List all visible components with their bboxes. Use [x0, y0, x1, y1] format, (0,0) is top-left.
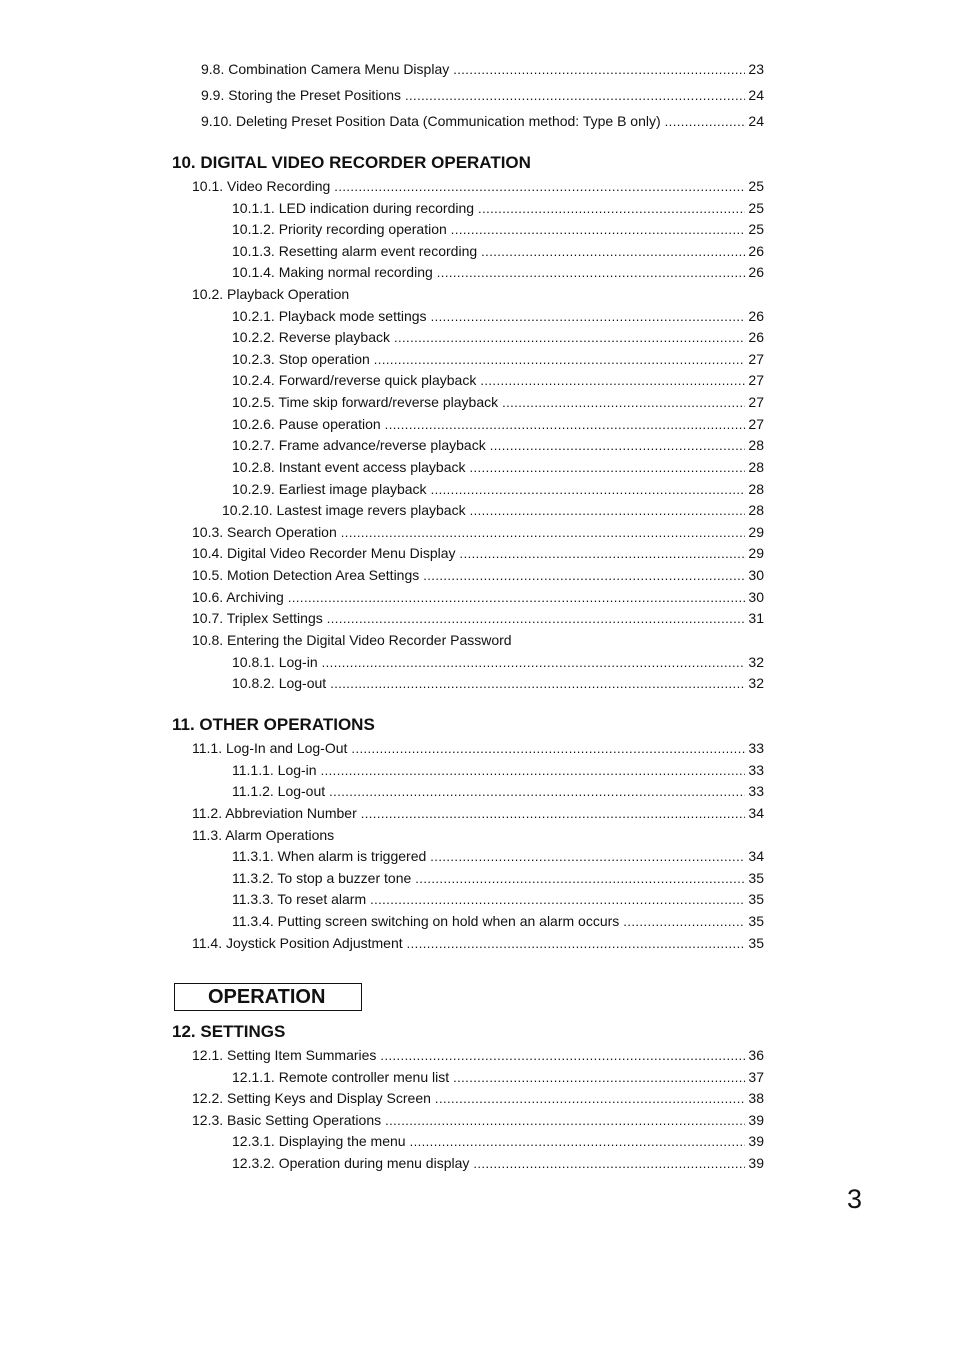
- toc-entry-page: 32: [748, 654, 764, 670]
- toc-entry-label: 11.1.1. Log-in: [232, 762, 317, 778]
- toc-entry-page: 33: [748, 783, 764, 799]
- toc-entry-page: 35: [748, 891, 764, 907]
- toc-entry-page: 28: [748, 502, 764, 518]
- toc-entry-10-2-4[interactable]: [232, 370, 764, 390]
- toc-entry-page: 39: [748, 1112, 764, 1128]
- dot-leader: [385, 414, 746, 435]
- toc-entry-10-1-4[interactable]: [232, 262, 764, 282]
- toc-entry-page: 31: [748, 610, 764, 626]
- dot-leader: [460, 543, 746, 564]
- toc-entry-10-5[interactable]: [192, 565, 764, 585]
- toc-entry-page: 36: [748, 1047, 764, 1063]
- toc-entry-page: 29: [748, 545, 764, 561]
- toc-entry-11-3-2[interactable]: [232, 868, 764, 888]
- toc-entry-12-1[interactable]: [192, 1045, 764, 1065]
- toc-entry-label: 12.3. Basic Setting Operations: [192, 1112, 382, 1128]
- toc-entry-label: 11.3.4. Putting screen switching on hold when an alarm occurs: [232, 913, 620, 929]
- toc-entry-10-1-3[interactable]: [232, 241, 764, 261]
- toc-entry-10-8-1[interactable]: [232, 652, 764, 672]
- toc-entry-10-6[interactable]: [192, 587, 764, 607]
- toc-entry-10-2-10[interactable]: [222, 500, 764, 520]
- toc-entry-page: 35: [748, 913, 764, 929]
- toc-entry-label: 9.9. Storing the Preset Positions: [201, 87, 401, 103]
- toc-entry-label: 10.8.2. Log-out: [232, 675, 327, 691]
- toc-entry-10-1[interactable]: [192, 176, 764, 196]
- toc-entry-label: 11.4. Joystick Position Adjustment: [192, 935, 403, 951]
- toc-entry-label: 10.7. Triplex Settings: [192, 610, 323, 626]
- toc-entry-page: 34: [748, 848, 764, 864]
- toc-entry-label: 10.1. Video Recording: [192, 178, 331, 194]
- toc-entry-page: 26: [748, 329, 764, 345]
- toc-entry-page: 25: [748, 178, 764, 194]
- toc-entry-page: 26: [748, 243, 764, 259]
- toc-entry-label: 10.2.2. Reverse playback: [232, 329, 390, 345]
- dot-leader: [322, 652, 746, 673]
- toc-entry-9-10[interactable]: [201, 111, 764, 131]
- toc-entry-10-2-6[interactable]: [232, 414, 764, 434]
- toc-entry-page: 33: [748, 762, 764, 778]
- dot-leader: [437, 262, 746, 283]
- toc-entry-page: 34: [748, 805, 764, 821]
- toc-entry-label: 10.6. Archiving: [192, 589, 284, 605]
- toc-entry-page: 38: [748, 1090, 764, 1106]
- toc-entry-11-3-4[interactable]: [232, 911, 764, 931]
- dot-leader: [330, 673, 745, 694]
- toc-entry-page: 28: [748, 459, 764, 475]
- toc-entry-10-2-5[interactable]: [232, 392, 764, 412]
- dot-leader: [490, 435, 746, 456]
- dot-leader: [502, 392, 745, 413]
- toc-entry-11-3[interactable]: 11.3. Alarm Operations: [192, 827, 335, 843]
- toc-entry-page: 30: [748, 567, 764, 583]
- toc-entry-page: 25: [748, 221, 764, 237]
- toc-entry-page: 32: [748, 675, 764, 691]
- dot-leader: [334, 176, 745, 197]
- toc-entry-label: 10.5. Motion Detection Area Settings: [192, 567, 420, 583]
- toc-entry-page: 23: [748, 61, 764, 77]
- toc-entry-label: 10.8.1. Log-in: [232, 654, 318, 670]
- toc-entry-page: 28: [748, 437, 764, 453]
- toc-entry-10-2-2[interactable]: [232, 327, 764, 347]
- dot-leader: [478, 198, 745, 219]
- dot-leader: [481, 241, 745, 262]
- toc-entry-label: 11.3.3. To reset alarm: [232, 891, 367, 907]
- dot-leader: [431, 479, 746, 500]
- toc-entry-page: 27: [748, 372, 764, 388]
- toc-entry-10-4[interactable]: [192, 543, 764, 563]
- toc-entry-label: 10.2.4. Forward/reverse quick playback: [232, 372, 477, 388]
- toc-entry-label: 10.1.4. Making normal recording: [232, 264, 433, 280]
- dot-leader: [435, 1088, 746, 1109]
- dot-leader: [351, 738, 745, 759]
- toc-entry-page: 25: [748, 200, 764, 216]
- dot-leader: [665, 111, 746, 132]
- dot-leader: [374, 349, 746, 370]
- dot-leader: [407, 933, 746, 954]
- toc-entry-page: 27: [748, 416, 764, 432]
- toc-entry-label: 12.3.2. Operation during menu display: [232, 1155, 470, 1171]
- dot-leader: [415, 868, 745, 889]
- toc-entry-page: 27: [748, 394, 764, 410]
- toc-entry-label: 11.3.2. To stop a buzzer tone: [232, 870, 412, 886]
- toc-entry-12-2[interactable]: [192, 1088, 764, 1108]
- toc-entry-10-2[interactable]: 10.2. Playback Operation: [192, 286, 350, 302]
- toc-entry-label: 11.1. Log-In and Log-Out: [192, 740, 348, 756]
- toc-entry-12-3[interactable]: [192, 1110, 764, 1130]
- toc-entry-label: 12.1. Setting Item Summaries: [192, 1047, 377, 1063]
- toc-entry-9-8[interactable]: [201, 59, 764, 79]
- toc-entry-12-3-2[interactable]: [232, 1153, 764, 1173]
- dot-leader: [423, 565, 745, 586]
- toc-entry-label: 10.2.6. Pause operation: [232, 416, 381, 432]
- toc-entry-10-3[interactable]: [192, 522, 764, 542]
- toc-entry-10-2-3[interactable]: [232, 349, 764, 369]
- toc-entry-10-1-1[interactable]: [232, 198, 764, 218]
- section-heading-11: 11. OTHER OPERATIONS: [172, 715, 375, 734]
- dot-leader: [473, 1153, 745, 1174]
- toc-entry-label: 10.2.8. Instant event access playback: [232, 459, 466, 475]
- toc-entry-10-7[interactable]: [192, 608, 764, 628]
- toc-entry-label: 12.3.1. Displaying the menu: [232, 1133, 406, 1149]
- toc-entry-label: 10.1.3. Resetting alarm event recording: [232, 243, 478, 259]
- toc-entry-label: 10.2.9. Earliest image playback: [232, 481, 427, 497]
- toc-entry-label: 9.10. Deleting Preset Position Data (Communication method: Type B only): [201, 113, 661, 129]
- toc-entry-label: 10.1.1. LED indication during recording: [232, 200, 475, 216]
- toc-entry-label: 10.2.1. Playback mode settings: [232, 308, 427, 324]
- toc-entry-label: 12.1.1. Remote controller menu list: [232, 1069, 450, 1085]
- toc-entry-10-8-2[interactable]: [232, 673, 764, 693]
- operation-heading: OPERATION: [174, 983, 362, 1011]
- toc-entry-page: 24: [748, 87, 764, 103]
- toc-entry-9-9[interactable]: [201, 85, 764, 105]
- page-number: 3: [847, 1184, 863, 1214]
- toc-entry-11-3-3[interactable]: [232, 889, 764, 909]
- toc-entry-page: 33: [748, 740, 764, 756]
- toc-entry-label: 10.2.7. Frame advance/reverse playback: [232, 437, 486, 453]
- toc-entry-label: 11.3.1. When alarm is triggered: [232, 848, 427, 864]
- toc-entry-page: 27: [748, 351, 764, 367]
- dot-leader: [288, 587, 746, 608]
- toc-entry-11-1-2[interactable]: [232, 781, 764, 801]
- toc-entry-12-3-1[interactable]: [232, 1131, 764, 1151]
- toc-entry-11-1-1[interactable]: [232, 760, 764, 780]
- dot-leader: [341, 522, 746, 543]
- dot-leader: [361, 803, 746, 824]
- toc-entry-page: 37: [748, 1069, 764, 1085]
- toc-entry-page: 39: [748, 1155, 764, 1171]
- toc-entry-page: 35: [748, 935, 764, 951]
- dot-leader: [453, 1067, 745, 1088]
- toc-entry-page: 35: [748, 870, 764, 886]
- dot-leader: [405, 85, 745, 106]
- dot-leader: [385, 1110, 745, 1131]
- dot-leader: [469, 457, 745, 478]
- toc-entry-10-2-8[interactable]: [232, 457, 764, 477]
- dot-leader: [329, 781, 745, 802]
- toc-entry-label: 11.2. Abbreviation Number: [192, 805, 357, 821]
- dot-leader: [410, 1131, 746, 1152]
- section-heading-10: 10. DIGITAL VIDEO RECORDER OPERATION: [172, 153, 531, 172]
- dot-leader: [470, 500, 746, 521]
- toc-entry-label: 10.2.3. Stop operation: [232, 351, 370, 367]
- toc-entry-11-2[interactable]: [192, 803, 764, 823]
- toc-entry-11-4[interactable]: [192, 933, 764, 953]
- dot-leader: [380, 1045, 745, 1066]
- toc-entry-label: 10.1.2. Priority recording operation: [232, 221, 447, 237]
- dot-leader: [321, 760, 746, 781]
- toc-entry-label: 12.2. Setting Keys and Display Screen: [192, 1090, 431, 1106]
- dot-leader: [623, 911, 745, 932]
- toc-entry-10-2-9[interactable]: [232, 479, 764, 499]
- dot-leader: [451, 219, 746, 240]
- dot-leader: [431, 306, 746, 327]
- dot-leader: [430, 846, 745, 867]
- toc-entry-label: 10.2.5. Time skip forward/reverse playback: [232, 394, 499, 410]
- toc-entry-10-2-1[interactable]: [232, 306, 764, 326]
- toc-entry-page: 39: [748, 1133, 764, 1149]
- toc-entry-label: 11.1.2. Log-out: [232, 783, 326, 799]
- toc-entry-10-2-7[interactable]: [232, 435, 764, 455]
- toc-entry-page: 30: [748, 589, 764, 605]
- section-heading-12: 12. SETTINGS: [172, 1022, 286, 1041]
- dot-leader: [370, 889, 745, 910]
- toc-entry-page: 29: [748, 524, 764, 540]
- toc-entry-page: 26: [748, 308, 764, 324]
- toc-entry-10-1-2[interactable]: [232, 219, 764, 239]
- dot-leader: [480, 370, 745, 391]
- toc-entry-12-1-1[interactable]: [232, 1067, 764, 1087]
- toc-entry-page: 24: [748, 113, 764, 129]
- toc-entry-label: 10.4. Digital Video Recorder Menu Display: [192, 545, 456, 561]
- toc-entry-11-1[interactable]: [192, 738, 764, 758]
- toc-entry-11-3-1[interactable]: [232, 846, 764, 866]
- toc-entry-page: 26: [748, 264, 764, 280]
- dot-leader: [327, 608, 746, 629]
- toc-entry-page: 28: [748, 481, 764, 497]
- dot-leader: [453, 59, 745, 80]
- toc-entry-label: 9.8. Combination Camera Menu Display: [201, 61, 450, 77]
- toc-entry-label: 10.3. Search Operation: [192, 524, 337, 540]
- dot-leader: [394, 327, 745, 348]
- toc-entry-10-8[interactable]: 10.8. Entering the Digital Video Recorder Password: [192, 632, 512, 648]
- toc-entry-label: 10.2.10. Lastest image revers playback: [222, 502, 466, 518]
